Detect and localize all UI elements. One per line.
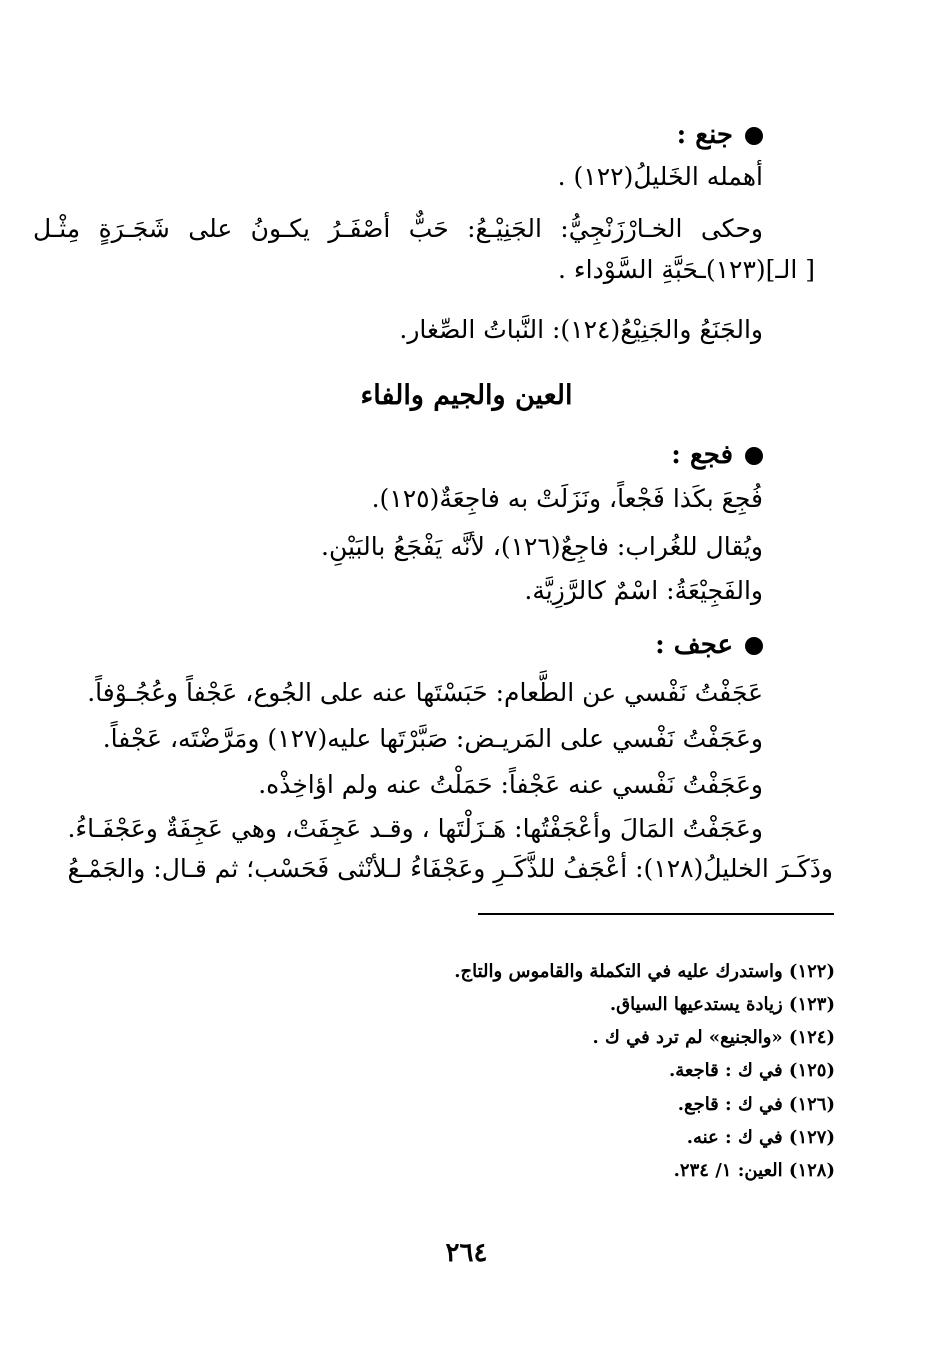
entry-heading-fja: [671, 438, 763, 472]
bullet-icon: [745, 447, 763, 465]
section-title: العين والجيم والفاء: [360, 380, 573, 411]
entry-heading-text: فجع :: [671, 440, 733, 470]
entry-line: وحكى الخـارْزَنْجِيُّ: الجَنِيْـعُ: حَبٌّ أصْفَـرُ يكـونُ على شَجَـرَةٍ مِثْـل: [33, 214, 763, 243]
entry-line: والجَنَعُ والجَنِيْعُ(١٢٤): النَّباتُ الصِّغار.: [399, 315, 763, 344]
footnote: (١٢٣) زيادة يستدعيها السياق.: [609, 994, 835, 1015]
entry-line: أهمله الخَليلُ(١٢٢) .: [557, 162, 763, 191]
entry-line: فُجِعَ بكَذا فَجْعاً، ونَزَلَتْ به فاجِعَةٌ(١٢٥).: [371, 484, 763, 513]
footnote: (١٢٥) في ك : قاجعة.: [668, 1060, 835, 1081]
footnote: (١٢٨) العين: ١/ ٢٣٤.: [673, 1160, 835, 1181]
bullet-icon: [745, 637, 763, 655]
bullet-icon: [745, 127, 763, 145]
entry-heading-text: عجف :: [655, 630, 733, 660]
entry-line: [ الـ](١٢٣)ـحَبَّةِ السَّوْداء .: [557, 255, 815, 284]
entry-line: وعَجَفْتُ نَفْسي عنه عَجْفاً: حَمَلْتُ عنه ولم اؤاخِذْه.: [258, 770, 763, 799]
entry-line: وعَجَفْتُ المَالَ وأعْجَفْتُها: هَـزَلْتَها ، وقـد عَجِفَتْ، وهي عَجِفَةٌ وعَجْفَـاءُ.: [67, 814, 763, 843]
entry-line: وعَجَفْتُ نَفْسي على المَريـض: صَبَّرْتَها عليه(١٢٧) ومَرَّضْتَه، عَجْفاً.: [102, 724, 763, 753]
entry-line: عَجَفْتُ نَفْسي عن الطَّعام: حَبَسْتَها عنه على الجُوع، عَجْفاً وعُجُـوْفاً.: [87, 678, 763, 707]
entry-line: ويُقال للغُراب: فاجِعٌ(١٢٦)، لأنَّه يَفْجَعُ بالبَيْنِ.: [321, 532, 763, 561]
entry-heading-jna: [677, 118, 763, 152]
footnote: (١٢٤) «والجنيع» لم ترد في ك .: [592, 1027, 835, 1048]
page-number: ٢٦٤: [445, 1238, 488, 1268]
footnote: (١٢٦) في ك : قاجع.: [677, 1094, 835, 1115]
entry-line: وذَكَـرَ الخليلُ(١٢٨): أعْجَفُ للذَّكَـرِ وعَجْفَاءُ لـلأنْثى فَحَسْب؛ ثم قـال: والجَمْـعُ: [67, 854, 833, 883]
footnote-divider: [478, 913, 834, 915]
entry-heading-ajf: [655, 628, 763, 662]
entry-line: والفَجِيْعَةُ: اسْمٌ كالرَّزِيَّة.: [524, 576, 763, 605]
footnote: (١٢٧) في ك : عنه.: [686, 1127, 835, 1148]
footnote: (١٢٢) واستدرك عليه في التكملة والقاموس والتاج.: [454, 961, 835, 982]
entry-heading-text: جنع :: [676, 120, 733, 150]
